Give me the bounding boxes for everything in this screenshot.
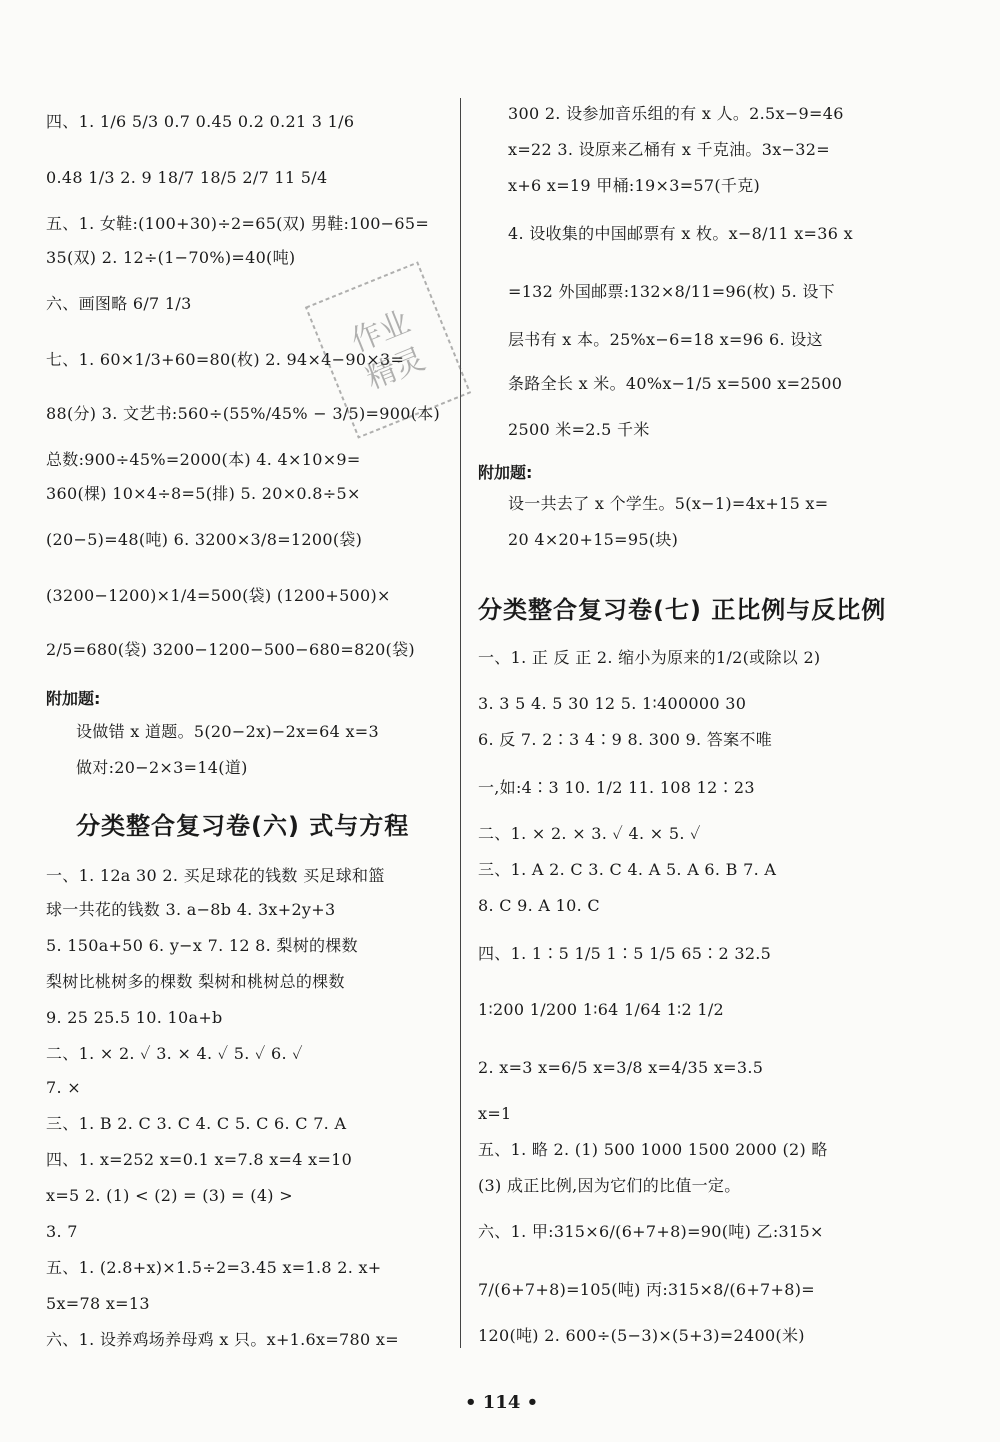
- answer-line: 5x=78 x=13: [46, 1294, 150, 1313]
- answer-line: 四、1. 1/6 5/3 0.7 0.45 0.2 0.21 3 1/6: [46, 112, 355, 131]
- answer-line: 35(双) 2. 12÷(1−70%)=40(吨): [46, 248, 296, 267]
- extra-line: 设做错 x 道题。5(20−2x)−2x=64 x=3: [76, 722, 379, 741]
- answer-line: 球一共花的钱数 3. a−8b 4. 3x+2y+3: [46, 900, 336, 919]
- page-number: • 114 •: [465, 1392, 539, 1413]
- answer-line: 五、1. 女鞋:(100+30)÷2=65(双) 男鞋:100−65=: [46, 214, 430, 233]
- answer-line: 6. 反 7. 2∶3 4∶9 8. 300 9. 答案不唯: [478, 730, 773, 749]
- answer-line: 一、1. 12a 30 2. 买足球花的钱数 买足球和篮: [46, 866, 385, 885]
- answer-line: 总数:900÷45%=2000(本) 4. 4×10×9=: [46, 450, 361, 469]
- answer-line: 360(棵) 10×4÷8=5(排) 5. 20×0.8÷5×: [46, 484, 361, 503]
- answer-line: 2/5=680(袋) 3200−1200−500−680=820(袋): [46, 640, 415, 659]
- extra-line: 做对:20−2×3=14(道): [76, 758, 248, 777]
- answer-line: 一、1. 正 反 正 2. 缩小为原来的1/2(或除以 2): [478, 648, 821, 667]
- answer-line: 一,如:4∶3 10. 1/2 11. 108 12∶23: [478, 778, 755, 797]
- stamp-text-1: 作业: [346, 304, 416, 360]
- answer-line: 3. 3 5 4. 5 30 12 5. 1∶400000 30: [478, 694, 747, 713]
- answer-line: 120(吨) 2. 600÷(5−3)×(5+3)=2400(米): [478, 1326, 805, 1345]
- answer-line: 9. 25 25.5 10. 10a+b: [46, 1008, 223, 1027]
- section-title: 分类整合复习卷(七) 正比例与反比例: [478, 596, 887, 624]
- answer-line: 层书有 x 本。25%x−6=18 x=96 6. 设这: [508, 330, 823, 349]
- answer-line: 88(分) 3. 文艺书:560÷(55%/45% − 3/5)=900(本): [46, 404, 441, 423]
- answer-line: (3200−1200)×1/4=500(袋) (1200+500)×: [46, 586, 391, 605]
- answer-line: 六、1. 甲:315×6/(6+7+8)=90(吨) 乙:315×: [478, 1222, 824, 1241]
- extra-title: 附加题:: [46, 689, 101, 708]
- section-title: 分类整合复习卷(六) 式与方程: [76, 812, 410, 840]
- answer-line: 二、1. × 2. × 3. ✓ 4. × 5. ✓: [478, 824, 701, 843]
- answer-line: =132 外国邮票:132×8/11=96(枚) 5. 设下: [508, 282, 835, 301]
- answer-line: 8. C 9. A 10. C: [478, 896, 600, 915]
- answer-line: 梨树比桃树多的棵数 梨树和桃树总的棵数: [46, 972, 345, 991]
- answer-line: (20−5)=48(吨) 6. 3200×3/8=1200(袋): [46, 530, 363, 549]
- answer-line: 300 2. 设参加音乐组的有 x 人。2.5x−9=46: [508, 104, 844, 123]
- extra-line: 20 4×20+15=95(块): [508, 530, 679, 549]
- answer-line: 条路全长 x 米。40%x−1/5 x=500 x=2500: [508, 374, 843, 393]
- answer-line: 四、1. x=252 x=0.1 x=7.8 x=4 x=10: [46, 1150, 353, 1169]
- answer-line: 七、1. 60×1/3+60=80(枚) 2. 94×4−90×3=: [46, 350, 405, 369]
- answer-line: 五、1. (2.8+x)×1.5÷2=3.45 x=1.8 2. x+: [46, 1258, 382, 1277]
- answer-line: (3) 成正比例,因为它们的比值一定。: [478, 1176, 741, 1195]
- answer-line: 3. 7: [46, 1222, 78, 1241]
- answer-line: 六、画图略 6/7 1/3: [46, 294, 192, 313]
- extra-title: 附加题:: [478, 463, 533, 482]
- answer-line: 4. 设收集的中国邮票有 x 枚。x−8/11 x=36 x: [508, 224, 853, 243]
- answer-line: 2500 米=2.5 千米: [508, 420, 650, 439]
- answer-line: 二、1. × 2. ✓ 3. × 4. ✓ 5. ✓ 6. ✓: [46, 1044, 303, 1063]
- answer-line: 六、1. 设养鸡场养母鸡 x 只。x+1.6x=780 x=: [46, 1330, 399, 1349]
- answer-line: 三、1. A 2. C 3. C 4. A 5. A 6. B 7. A: [478, 860, 777, 879]
- answer-line: 7. ×: [46, 1078, 81, 1097]
- answer-line: 0.48 1/3 2. 9 18/7 18/5 2/7 11 5/4: [46, 168, 328, 187]
- extra-line: 设一共去了 x 个学生。5(x−1)=4x+15 x=: [508, 494, 829, 513]
- answer-line: x=5 2. (1) < (2) = (3) = (4) >: [46, 1186, 293, 1205]
- answer-line: 五、1. 略 2. (1) 500 1000 1500 2000 (2) 略: [478, 1140, 828, 1159]
- answer-line: 7/(6+7+8)=105(吨) 丙:315×8/(6+7+8)=: [478, 1280, 815, 1299]
- answer-line: 四、1. 1∶5 1/5 1∶5 1/5 65∶2 32.5: [478, 944, 772, 963]
- answer-line: 1∶200 1/200 1∶64 1/64 1∶2 1/2: [478, 1000, 725, 1019]
- column-divider: [460, 98, 461, 1348]
- answer-line: x=1: [478, 1104, 512, 1123]
- answer-line: x=22 3. 设原来乙桶有 x 千克油。3x−32=: [508, 140, 830, 159]
- stamp-text-2: 精灵: [361, 341, 431, 397]
- answer-line: 2. x=3 x=6/5 x=3/8 x=4/35 x=3.5: [478, 1058, 764, 1077]
- answer-line: x+6 x=19 甲桶:19×3=57(千克): [508, 176, 761, 195]
- answer-line: 三、1. B 2. C 3. C 4. C 5. C 6. C 7. A: [46, 1114, 347, 1133]
- answer-line: 5. 150a+50 6. y−x 7. 12 8. 梨树的棵数: [46, 936, 358, 955]
